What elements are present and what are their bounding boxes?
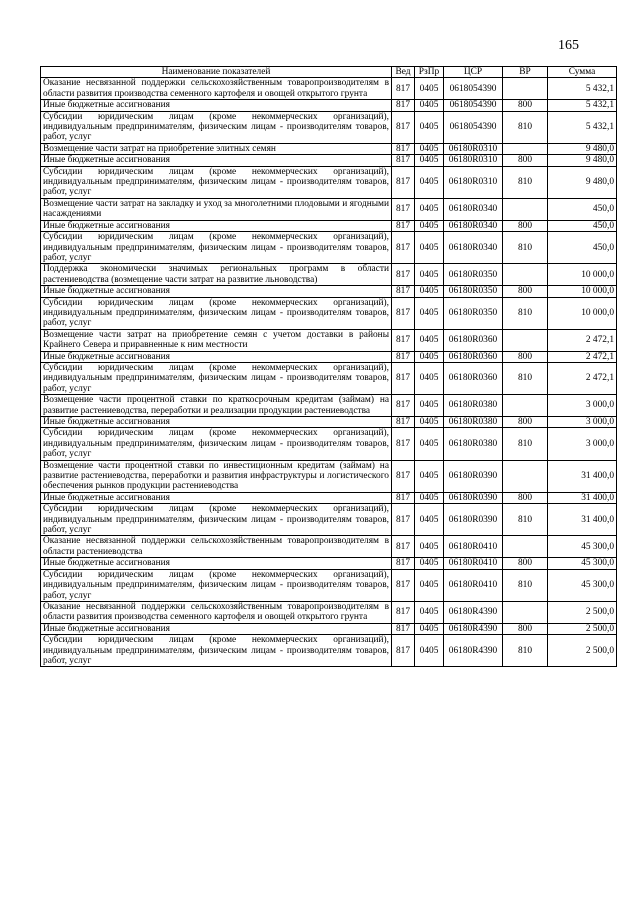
cell-csr: 06180R0390 xyxy=(444,492,503,503)
table-row xyxy=(41,428,617,460)
cell-csr: 06180R0360 xyxy=(444,329,503,351)
cell-ved: 817 xyxy=(392,395,415,417)
cell-csr: 06180R0410 xyxy=(444,536,503,558)
cell-csr: 06180R0360 xyxy=(444,362,503,394)
cell-sum: 450,0 xyxy=(548,198,617,220)
cell-csr: 06180R0350 xyxy=(444,297,503,329)
cell-vr xyxy=(503,143,548,154)
cell-sum: 45 300,0 xyxy=(548,569,617,601)
cell-name: Субсидии юридическим лицам (кроме некоммерческих организаций), индивидуальным предпринимателям, физическим лицам - производителям товаров, работ, услуг xyxy=(41,362,392,394)
cell-ved: 817 xyxy=(392,635,415,667)
cell-csr: 06180R0360 xyxy=(444,351,503,362)
cell-csr: 06180R0410 xyxy=(444,569,503,601)
cell-name: Иные бюджетные ассигнования xyxy=(41,623,392,634)
table-row xyxy=(41,297,617,329)
cell-vr: 800 xyxy=(503,155,548,166)
cell-vr: 810 xyxy=(503,635,548,667)
header-ved: Вед xyxy=(392,67,415,78)
cell-rzpr: 0405 xyxy=(415,536,444,558)
cell-ved: 817 xyxy=(392,569,415,601)
cell-csr: 06180R0310 xyxy=(444,166,503,198)
cell-name: Субсидии юридическим лицам (кроме некоммерческих организаций), индивидуальным предпринимателям, физическим лицам - производителям товаров, работ, услуг xyxy=(41,504,392,536)
cell-vr: 800 xyxy=(503,492,548,503)
cell-ved: 817 xyxy=(392,232,415,264)
cell-sum: 450,0 xyxy=(548,220,617,231)
cell-vr: 810 xyxy=(503,166,548,198)
cell-rzpr: 0405 xyxy=(415,286,444,297)
cell-ved: 817 xyxy=(392,78,415,100)
cell-rzpr: 0405 xyxy=(415,492,444,503)
cell-name: Субсидии юридическим лицам (кроме некоммерческих организаций), индивидуальным предпринимателям, физическим лицам - производителям товаров, работ, услуг xyxy=(41,428,392,460)
cell-vr: 810 xyxy=(503,111,548,143)
cell-name: Иные бюджетные ассигнования xyxy=(41,220,392,231)
cell-rzpr: 0405 xyxy=(415,558,444,569)
cell-ved: 817 xyxy=(392,143,415,154)
cell-vr xyxy=(503,329,548,351)
cell-rzpr: 0405 xyxy=(415,111,444,143)
cell-rzpr: 0405 xyxy=(415,100,444,111)
cell-vr xyxy=(503,460,548,492)
cell-rzpr: 0405 xyxy=(415,362,444,394)
cell-name: Субсидии юридическим лицам (кроме некоммерческих организаций), индивидуальным предпринимателям, физическим лицам - производителям товаров, работ, услуг xyxy=(41,297,392,329)
table-row xyxy=(41,264,617,286)
cell-name: Субсидии юридическим лицам (кроме некоммерческих организаций), индивидуальным предпринимателям, физическим лицам - производителям товаров, работ, услуг xyxy=(41,166,392,198)
header-rzpr: РзПр xyxy=(415,67,444,78)
cell-sum: 5 432,1 xyxy=(548,78,617,100)
cell-name: Оказание несвязанной поддержки сельскохозяйственным товаропроизводителям в области развития производства семенного картофеля и овощей открытого грунта xyxy=(41,78,392,100)
cell-sum: 5 432,1 xyxy=(548,100,617,111)
cell-sum: 31 400,0 xyxy=(548,492,617,503)
cell-vr: 800 xyxy=(503,623,548,634)
cell-sum: 5 432,1 xyxy=(548,111,617,143)
cell-name: Оказание несвязанной поддержки сельскохозяйственным товаропроизводителям в области растениеводства xyxy=(41,536,392,558)
cell-vr xyxy=(503,198,548,220)
cell-sum: 2 472,1 xyxy=(548,362,617,394)
cell-name: Субсидии юридическим лицам (кроме некоммерческих организаций), индивидуальным предпринимателям, физическим лицам - производителям товаров, работ, услуг xyxy=(41,232,392,264)
cell-rzpr: 0405 xyxy=(415,601,444,623)
cell-ved: 817 xyxy=(392,536,415,558)
cell-sum: 10 000,0 xyxy=(548,297,617,329)
cell-rzpr: 0405 xyxy=(415,232,444,264)
cell-vr xyxy=(503,78,548,100)
cell-rzpr: 0405 xyxy=(415,417,444,428)
cell-sum: 10 000,0 xyxy=(548,264,617,286)
cell-name: Иные бюджетные ассигнования xyxy=(41,351,392,362)
cell-csr: 06180R0380 xyxy=(444,417,503,428)
cell-vr: 800 xyxy=(503,286,548,297)
cell-rzpr: 0405 xyxy=(415,623,444,634)
table-row xyxy=(41,198,617,220)
cell-ved: 817 xyxy=(392,155,415,166)
cell-sum: 3 000,0 xyxy=(548,428,617,460)
cell-vr: 810 xyxy=(503,362,548,394)
cell-ved: 817 xyxy=(392,100,415,111)
cell-csr: 06180R0390 xyxy=(444,460,503,492)
table-row xyxy=(41,351,617,362)
table-row xyxy=(41,329,617,351)
cell-ved: 817 xyxy=(392,329,415,351)
cell-csr: 06180R4390 xyxy=(444,635,503,667)
header-vr: ВР xyxy=(503,67,548,78)
cell-ved: 817 xyxy=(392,264,415,286)
cell-csr: 0618054390 xyxy=(444,78,503,100)
cell-rzpr: 0405 xyxy=(415,395,444,417)
cell-sum: 450,0 xyxy=(548,232,617,264)
cell-sum: 2 472,1 xyxy=(548,329,617,351)
cell-rzpr: 0405 xyxy=(415,78,444,100)
cell-csr: 06180R0310 xyxy=(444,143,503,154)
table-row xyxy=(41,395,617,417)
cell-rzpr: 0405 xyxy=(415,569,444,601)
cell-vr: 800 xyxy=(503,220,548,231)
cell-name: Возмещение части затрат на приобретение семян с учетом доставки в районы Крайнего Севера и приравненные к ним местности xyxy=(41,329,392,351)
header-name: Наименование показателей xyxy=(41,67,392,78)
cell-csr: 06180R4390 xyxy=(444,601,503,623)
cell-sum: 31 400,0 xyxy=(548,460,617,492)
cell-sum: 9 480,0 xyxy=(548,155,617,166)
cell-vr: 800 xyxy=(503,417,548,428)
cell-ved: 817 xyxy=(392,220,415,231)
cell-csr: 06180R0390 xyxy=(444,504,503,536)
cell-ved: 817 xyxy=(392,351,415,362)
cell-vr xyxy=(503,536,548,558)
cell-rzpr: 0405 xyxy=(415,460,444,492)
table-row xyxy=(41,155,617,166)
cell-ved: 817 xyxy=(392,460,415,492)
cell-name: Иные бюджетные ассигнования xyxy=(41,558,392,569)
cell-ved: 817 xyxy=(392,297,415,329)
budget-table xyxy=(40,66,617,667)
table-row xyxy=(41,623,617,634)
cell-sum: 2 500,0 xyxy=(548,601,617,623)
cell-rzpr: 0405 xyxy=(415,428,444,460)
cell-sum: 31 400,0 xyxy=(548,504,617,536)
table-row xyxy=(41,232,617,264)
cell-vr xyxy=(503,601,548,623)
cell-csr: 06180R0310 xyxy=(444,155,503,166)
table-row xyxy=(41,417,617,428)
cell-sum: 45 300,0 xyxy=(548,558,617,569)
cell-csr: 06180R0350 xyxy=(444,264,503,286)
cell-ved: 817 xyxy=(392,111,415,143)
cell-csr: 0618054390 xyxy=(444,111,503,143)
cell-vr: 800 xyxy=(503,558,548,569)
cell-csr: 06180R0340 xyxy=(444,232,503,264)
cell-vr: 810 xyxy=(503,428,548,460)
cell-name: Поддержка экономически значимых региональных программ в области растениеводства (возмещение части затрат на развитие льноводства) xyxy=(41,264,392,286)
table-row xyxy=(41,286,617,297)
cell-name: Иные бюджетные ассигнования xyxy=(41,286,392,297)
cell-name: Возмещение части затрат на закладку и уход за многолетними плодовыми и ягодными насаждениями xyxy=(41,198,392,220)
table-body xyxy=(41,78,617,667)
cell-csr: 0618054390 xyxy=(444,100,503,111)
cell-vr: 810 xyxy=(503,504,548,536)
table-row xyxy=(41,111,617,143)
cell-name: Иные бюджетные ассигнования xyxy=(41,492,392,503)
cell-ved: 817 xyxy=(392,286,415,297)
cell-name: Оказание несвязанной поддержки сельскохозяйственным товаропроизводителям в области развития производства семенного картофеля и овощей открытого грунта xyxy=(41,601,392,623)
cell-ved: 817 xyxy=(392,623,415,634)
table-row xyxy=(41,601,617,623)
table-row xyxy=(41,536,617,558)
cell-sum: 2 472,1 xyxy=(548,351,617,362)
cell-rzpr: 0405 xyxy=(415,264,444,286)
cell-ved: 817 xyxy=(392,558,415,569)
table-row xyxy=(41,143,617,154)
table-row xyxy=(41,100,617,111)
cell-sum: 3 000,0 xyxy=(548,395,617,417)
cell-name: Иные бюджетные ассигнования xyxy=(41,417,392,428)
cell-vr: 810 xyxy=(503,297,548,329)
table-row xyxy=(41,569,617,601)
cell-rzpr: 0405 xyxy=(415,220,444,231)
cell-vr xyxy=(503,264,548,286)
cell-csr: 06180R0380 xyxy=(444,395,503,417)
cell-vr: 810 xyxy=(503,569,548,601)
cell-rzpr: 0405 xyxy=(415,198,444,220)
cell-rzpr: 0405 xyxy=(415,504,444,536)
cell-sum: 9 480,0 xyxy=(548,143,617,154)
cell-vr: 810 xyxy=(503,232,548,264)
cell-name: Возмещение части процентной ставки по краткосрочным кредитам (займам) на развитие растениеводства, переработки и реализации продукции растениеводства xyxy=(41,395,392,417)
cell-csr: 06180R0340 xyxy=(444,198,503,220)
cell-name: Субсидии юридическим лицам (кроме некоммерческих организаций), индивидуальным предпринимателям, физическим лицам - производителям товаров, работ, услуг xyxy=(41,111,392,143)
cell-rzpr: 0405 xyxy=(415,351,444,362)
cell-csr: 06180R0410 xyxy=(444,558,503,569)
cell-csr: 06180R0340 xyxy=(444,220,503,231)
cell-ved: 817 xyxy=(392,166,415,198)
cell-sum: 2 500,0 xyxy=(548,623,617,634)
cell-sum: 3 000,0 xyxy=(548,417,617,428)
cell-vr: 800 xyxy=(503,351,548,362)
table-row xyxy=(41,220,617,231)
cell-rzpr: 0405 xyxy=(415,143,444,154)
table-row xyxy=(41,492,617,503)
table-row xyxy=(41,558,617,569)
cell-ved: 817 xyxy=(392,428,415,460)
table-row xyxy=(41,78,617,100)
cell-sum: 9 480,0 xyxy=(548,166,617,198)
cell-ved: 817 xyxy=(392,198,415,220)
cell-ved: 817 xyxy=(392,362,415,394)
cell-ved: 817 xyxy=(392,504,415,536)
table-row xyxy=(41,362,617,394)
cell-name: Возмещение части процентной ставки по инвестиционным кредитам (займам) на развитие растениеводства, переработки и развития инфраструктуры и логистического обеспечения рынков продукции растениеводства xyxy=(41,460,392,492)
cell-sum: 10 000,0 xyxy=(548,286,617,297)
cell-name: Субсидии юридическим лицам (кроме некоммерческих организаций), индивидуальным предпринимателям, физическим лицам - производителям товаров, работ, услуг xyxy=(41,569,392,601)
cell-csr: 06180R0380 xyxy=(444,428,503,460)
page-number: 165 xyxy=(558,38,579,53)
cell-vr: 800 xyxy=(503,100,548,111)
cell-name: Иные бюджетные ассигнования xyxy=(41,155,392,166)
cell-name: Иные бюджетные ассигнования xyxy=(41,100,392,111)
cell-name: Субсидии юридическим лицам (кроме некоммерческих организаций), индивидуальным предпринимателям, физическим лицам - производителям товаров, работ, услуг xyxy=(41,635,392,667)
cell-csr: 06180R0350 xyxy=(444,286,503,297)
cell-ved: 817 xyxy=(392,492,415,503)
cell-ved: 817 xyxy=(392,601,415,623)
cell-rzpr: 0405 xyxy=(415,329,444,351)
cell-ved: 817 xyxy=(392,417,415,428)
cell-rzpr: 0405 xyxy=(415,635,444,667)
cell-vr xyxy=(503,395,548,417)
cell-csr: 06180R4390 xyxy=(444,623,503,634)
table-row xyxy=(41,635,617,667)
table-header xyxy=(41,67,617,78)
cell-rzpr: 0405 xyxy=(415,155,444,166)
table-row xyxy=(41,460,617,492)
cell-sum: 45 300,0 xyxy=(548,536,617,558)
cell-rzpr: 0405 xyxy=(415,297,444,329)
cell-name: Возмещение части затрат на приобретение элитных семян xyxy=(41,143,392,154)
header-csr: ЦСР xyxy=(444,67,503,78)
table-row xyxy=(41,166,617,198)
header-row xyxy=(41,67,617,78)
table-row xyxy=(41,504,617,536)
header-sum: Сумма xyxy=(548,67,617,78)
cell-sum: 2 500,0 xyxy=(548,635,617,667)
cell-rzpr: 0405 xyxy=(415,166,444,198)
